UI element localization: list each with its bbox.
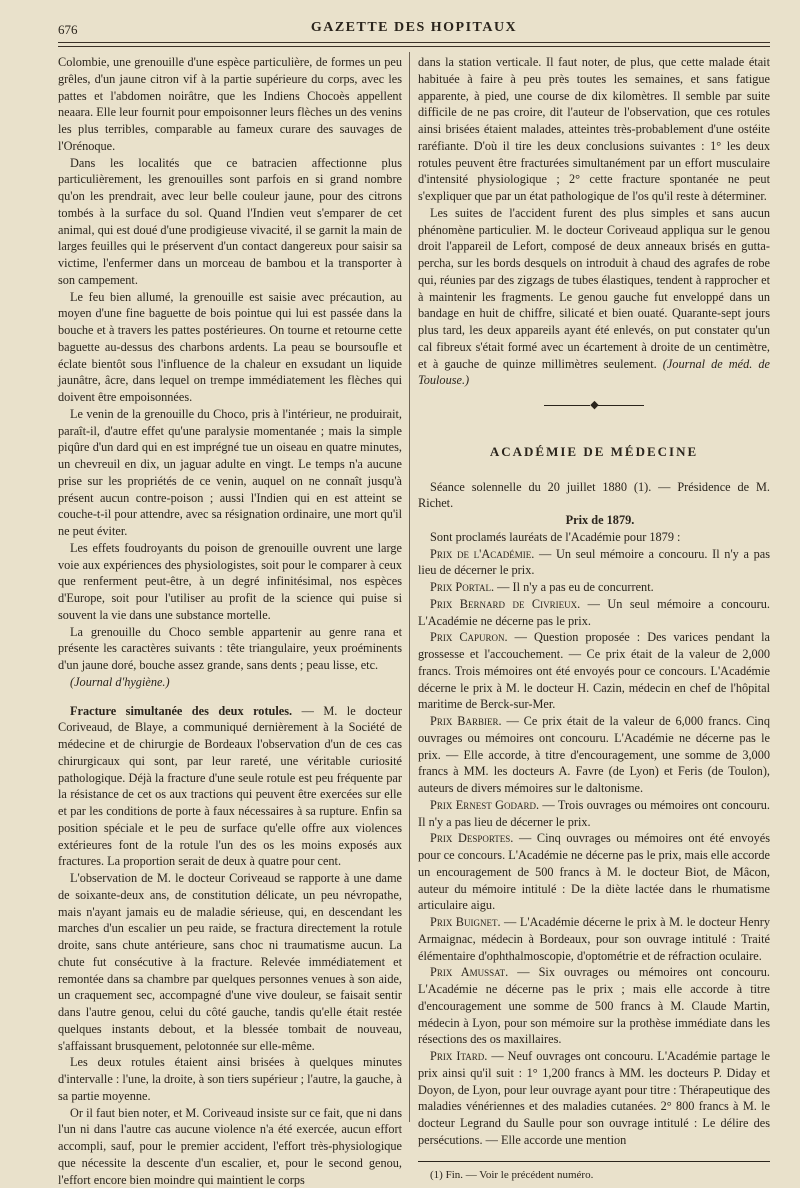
prize-name: Prix Desportes. (430, 831, 513, 845)
prize-text: — Il n'y a pas eu de concurrent. (494, 580, 654, 594)
column-divider (409, 52, 410, 1122)
prize-entry (418, 546, 770, 580)
footnote-rule (418, 1161, 770, 1162)
paragraph: Les deux rotules étaient ainsi brisées à quelques minutes d'intervalle : l'une, la droite, à son tiers supérieur ; l'autre, la gauche, à sa partie moyenne. (58, 1054, 402, 1104)
prize-text: — Question proposée : Des varices pendant la grossesse et l'accouchement. — Ce prix était de la valeur de 2,000 francs. Trois mémoires ont été envoyés pour ce concours. L'Académie décerne le prix à M. le docteur H. Cazin, médecin en chef de l'hôpital maritime de Berck-sur-Mer. (418, 630, 770, 711)
prize-text: — Un seul mémoire a concouru. Il n'y a pas lieu de décerner le prix. (418, 547, 770, 578)
prize-name: Prix de l'Académie. (430, 547, 534, 561)
prize-text: — L'Académie décerne le prix à M. le docteur Henry Armaignac, médecin à Bordeaux, pour son ouvrage intitulé : Traité élémentaire d'ophthalmoscopie, d'optométrie et de réfraction oculaire. (418, 915, 770, 963)
right-column (418, 54, 770, 1183)
paragraph: La grenouille du Choco semble appartenir au genre rana et présente les caractères suivants : tête triangulaire, yeux proéminents d'un jaune doré, bouche assez grande, sans dents ; peau lisse, etc. (58, 624, 402, 674)
prize-heading: Prix de 1879. (418, 512, 770, 529)
paragraph-text: Les suites de l'accident furent des plus simples et sans aucun phénomène particulier. M. le docteur Coriveaud appliqua sur le genou droit l'appareil de Lefort, composé de deux anneaux brisés en gutta-percha, sur les bords desquels on introduit à chaud des agrafes de robe qui, réunies par des zigzags de tubes élastiques, tendent à rapprocher et à maintenir les fragments. Le genou gauche fut enveloppé dans un bandage en huit de chiffre, silicaté et bien ouaté. Quarante-sept jours plus tard, les deux appareils ayant été enlevés, on put constater qu'un cal fibreux s'était formé avec un écartement à droite de un centimètre, et à gauche de quinze millimètres seulement. (418, 206, 770, 371)
paragraph (418, 205, 770, 389)
paragraph: Colombie, une grenouille d'une espèce particulière, de formes un peu grêles, d'un jaune citron vif à la partie supérieure du corps, avec les pattes et l'abdomen noirâtre, que les Indiens Chocoès appellent neaara. Elle leur fournit pour empoisonner leurs flèches un des venins les plus terribles, comparable au fameux curare des sauvages de l'Orénoque. (58, 54, 402, 155)
prize-text: — Un seul mémoire a concouru. L'Académie ne décerne pas le prix. (418, 597, 770, 628)
paragraph: dans la station verticale. Il faut noter, de plus, que cette malade était habituée à faire à peu près toutes les semaines, et sans fatigue apparente, à pied, une course de dix kilomètres. Il semble par suite difficile de ne pas croire, dit l'auteur de l'observation, que ces rotules ainsi brisées étaient malades, atteintes très-probablement d'une ostéite raréfiante. D'où il tire les deux conclusions suivantes : 1° les deux rotules peuvent être fracturées simultanément par un effort musculaire d'intensité physiologique ; 2° cette fracture spontanée ne peut s'expliquer que par un état pathologique de l'os qu'il reste à déterminer. (418, 54, 770, 205)
prize-text: — Ce prix était de la valeur de 6,000 francs. Cinq ouvrages ou mémoires ont concouru. L'Académie ne décerne pas le prix. — Elle accorde, à titre d'encouragement, une somme de 3,000 francs à MM. les docteurs A. Favre (de Lyon) et Feris (de Toulon), auteurs de divers mémoires sur le daltonisme. (418, 714, 770, 795)
prize-text: — Cinq ouvrages ou mémoires ont été envoyés pour ce concours. L'Académie ne décerne pas le prix, mais elle accorde un encouragement de 500 francs à M. le docteur Biot, de Mâcon, auteur du mémoire intitulé : De la diète lactée dans le rhumatisme articulaire aigu. (418, 831, 770, 912)
intro-line: Sont proclamés lauréats de l'Académie pour 1879 : (418, 529, 770, 546)
session-line: Séance solennelle du 20 juillet 1880 (1). — Présidence de M. Richet. (418, 479, 770, 513)
paragraph: Le feu bien allumé, la grenouille est saisie avec précaution, au moyen d'une fine baguette de bois pointue qui lui est passée dans la bouche et à travers les pattes postérieures. On tourne et retourne cette baguette au-dessus des charbons ardents. La peau se boursoufle et éclate bientôt sous l'influence de la chaleur en exsudant un liquide jaunâtre, âcre, dans lequel on trempe immédiatement les flèches qui doivent être empoisonnées. (58, 289, 402, 406)
paragraph: Le venin de la grenouille du Choco, pris à l'intérieur, ne produirait, paraît-il, d'autre effet qu'une paralysie momentanée ; mais la simple piqûre d'un dard qui en est imprégné tue un oiseau en quatre minutes, un chevreuil en dix, un jaguar adulte en vingt. Le temps n'a aucune prise sur les propriétés de ce venin, auquel on ne connaît jusqu'à présent aucun contre-poison ; aussi l'Indien qui en est atteint se couche-t-il pour attendre, avec sa résignation ordinaire, une mort qu'il ne peut éviter. (58, 406, 402, 540)
prize-name: Prix Portal. (430, 580, 494, 594)
prize-entry (418, 579, 770, 596)
separator-ornament: ◆ (418, 397, 770, 414)
article-title: Fracture simultanée des deux rotules. (70, 704, 292, 718)
prize-name: Prix Bernard de Civrieux. (430, 597, 580, 611)
paragraph: Dans les localités que ce batracien affectionne plus particulièrement, les grenouilles sont parfois en si grand nombre qu'on les prendrait, avec leur belle couleur jaune, pour des citrons tombés à la surface du sol. Quand l'Indien veut s'emparer de cet animal, qui est doué d'une prodigieuse vivacité, il se garnit la main de larges feuilles qui le préservent d'un contact dangereux pour saisir sa victime, l'enfermer dans un morceau de bambou et la transporter à son campement. (58, 155, 402, 289)
prize-entry (418, 914, 770, 964)
prize-name: Prix Capuron. (430, 630, 508, 644)
left-column (58, 54, 402, 1188)
citation-text: (Journal de méd. de Toulouse.) (418, 357, 770, 388)
prize-text: — Neuf ouvrages ont concouru. L'Académie partage le prix ainsi qu'il suit : 1° 1,200 francs à MM. les docteurs P. Diday et Doyon, de Lyon, pour leur ouvrage ayant pour titre : Thérapeutique des maladies vénériennes et des maladies cutanées. 2° 800 francs à M. le docteur Legrand du Saulle pour son ouvrage intitulé : Le délire des persécutions. — Elle accorde une mention (418, 1049, 770, 1147)
prize-name: Prix Amussat. (430, 965, 508, 979)
source-citation (58, 674, 402, 691)
prize-entry (418, 596, 770, 630)
prize-name: Prix Ernest Godard. (430, 798, 539, 812)
prize-text: — Trois ouvrages ou mémoires ont concouru. Il n'y a pas lieu de décerner le prix. (418, 798, 770, 829)
prize-entry (418, 1048, 770, 1149)
paragraph: L'observation de M. le docteur Coriveaud se rapporte à une dame de soixante-deux ans, de constitution délicate, un peu névropathe, mais n'ayant jamais eu de maladie sérieuse, qui, en descendant les marches d'un escalier un peu raide, se fractura directement la rotule droite, sans chute antérieure, sans choc ni traumatisme aucun. La chute fut consécutive à la fracture. Relevée immédiatement et remontée dans sa chambre par quelques personnes venues à son aide, un craquement sec, accompagné d'une vive douleur, se faisait sentir dans l'autre genou, celui du côté gauche, tandis qu'elle était restée quelques instants debout, et la blessée tombait de nouveau, s'affaissant brusquement, pelotonnée sur elle-même. (58, 870, 402, 1054)
page-number: 676 (58, 22, 78, 38)
prize-text: — Six ouvrages ou mémoires ont concouru. L'Académie ne décerne pas le prix ; mais elle accorde à titre d'encouragement une somme de 500 francs à M. Claude Martin, médecin à Lyon, pour son mémoire sur la prothèse immédiate dans les résections des os maxillaires. (418, 965, 770, 1046)
prize-name: Prix Buignet. (430, 915, 501, 929)
journal-title: GAZETTE DES HOPITAUX (58, 20, 770, 36)
prize-entry (418, 629, 770, 713)
section-heading: ACADÉMIE DE MÉDECINE (418, 444, 770, 461)
prize-name: Prix Barbier. (430, 714, 502, 728)
prize-entry (418, 797, 770, 831)
article-text: — M. le docteur Coriveaud, de Blaye, a communiqué dernièrement à la Société de médecine et de chirurgie de Bordeaux l'observation d'un de ces cas chirurgicaux qui sont, par leur rareté, une véritable curiosité pathologique. Déjà la fracture d'une seule rotule est peu fréquente par la résistance de cet os aux tractions qui peuvent être exercées sur elle et par les conditions de porte à faux nécessaires à sa rupture. Enfin sa position spéciale et le peu de surface qu'elle offre aux violences extérieures font de la rotule l'un des os les moins exposés aux fractures. La proportion serait de deux à quatre pour cent. (58, 704, 402, 869)
article-fracture (58, 703, 402, 871)
prize-entry (418, 713, 770, 797)
paragraph: Or il faut bien noter, et M. Coriveaud insiste sur ce fait, que ni dans l'un ni dans l'autre cas aucune violence n'a été exercée, aucun effort accompli, sauf, pour le premier accident, l'effort très-physiologique que nécessite la descente d'un escalier, et, pour le second genou, l'effort encore bien moindre qui maintient le corps (58, 1105, 402, 1188)
prize-entry (418, 830, 770, 914)
footnote: (1) Fin. — Voir le précédent numéro. (418, 1167, 770, 1184)
prize-list (418, 546, 770, 1149)
citation-text: (Journal d'hygiène.) (70, 675, 170, 689)
prize-name: Prix Itard. (430, 1049, 487, 1063)
prize-entry (418, 964, 770, 1048)
paragraph: Les effets foudroyants du poison de grenouille ouvrent une large voie aux expériences des physiologistes, soit pour le comparer à ceux que renferment peut-être, à un degré infinitésimal, nos espèces d'Europe, soit pour l'utiliser au profit de la science qui puise si souvent la vie dans une substance mortelle. (58, 540, 402, 624)
page-header (58, 20, 770, 42)
header-rule (58, 42, 770, 47)
